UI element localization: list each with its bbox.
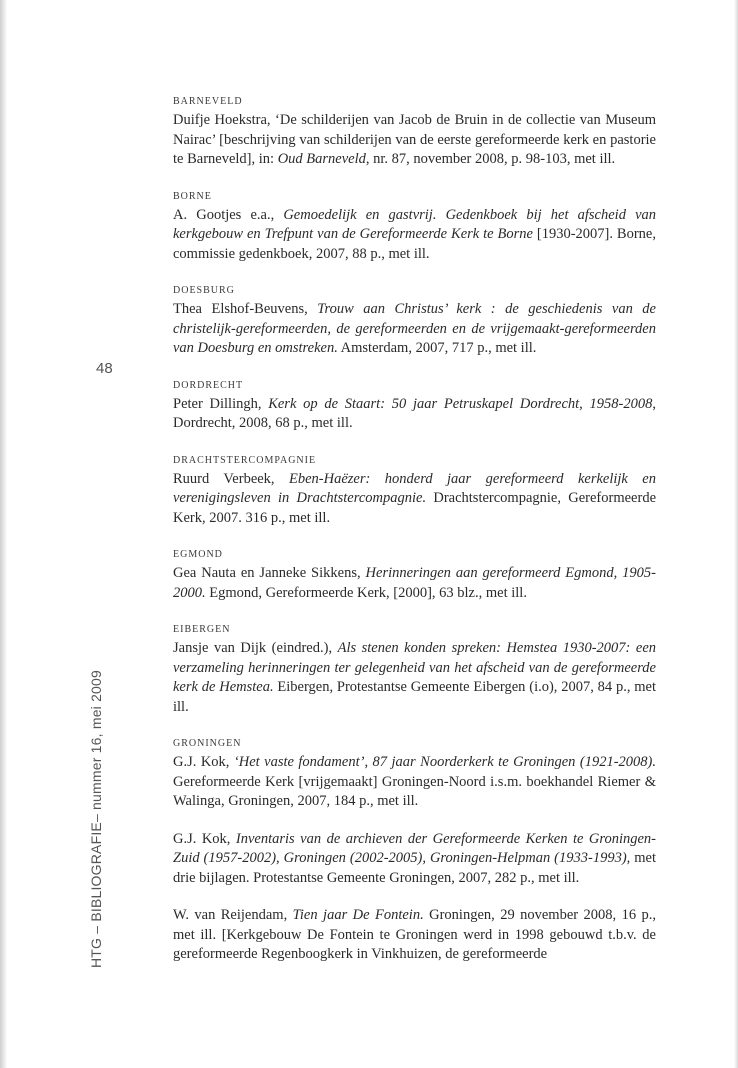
bibliography-entry: A. Gootjes e.a., Gemoedelijk en gastvrij. Gedenkboek bij het afscheid van kerkgebouw en Trefpunt van de Gereformeerde Kerk te Borne [1930-2007]. Borne, commissie gedenkboek, 2007, 88 p., met ill. (173, 206, 657, 262)
bibliography-content (173, 95, 656, 985)
page-number: 48 (96, 360, 113, 377)
bibliography-entry: Ruurd Verbeek, Eben-Haëzer: honderd jaar gereformeerd kerkelijk en verenigingsleven in Drachtstercompagnie. Drachtstercompagnie, Gereformeerde Kerk, 2007. 316 p., met ill. (173, 470, 657, 526)
bibliography-entry: Duifje Hoekstra, ‘De schilderijen van Jacob de Bruin in de collectie van Museum Nairac’ [beschrijving van schilderijen van de eerste gereformeerde kerk en pastorie te Barneveld], in: Oud Barneveld, nr. 87, november 2008, p. 98-103, met ill. (173, 112, 656, 167)
bibliography-entry: G.J. Kok, ‘Het vaste fondament’, 87 jaar Noorderkerk te Groningen (1921-2008). Gereformeerde Kerk [vrijgemaakt] Groningen-Noord i.s.m. boekhandel Riemer & Walinga, Groningen, 2007, 184 p., met ill. (173, 754, 656, 809)
entry-groningen (173, 737, 656, 965)
entry-drachtstercompagnie (173, 454, 656, 529)
entry-dordrecht (173, 379, 656, 434)
place-heading: DOESBURG (173, 285, 235, 296)
place-heading: BARNEVELD (173, 96, 243, 107)
scan-edge-left (0, 0, 7, 1068)
bibliography-entry: Jansje van Dijk (eindred.), Als stenen konden spreken: Hemstea 1930-2007: een verzameling herinneringen ter gelegenheid van het afscheid van de gereformeerde kerk de Hemstea. Eibergen, Protestantse Gemeente Eibergen (i.o), 2007, 84 p., met ill. (173, 640, 657, 715)
bibliography-entry: W. van Reijendam, Tien jaar De Fontein. Groningen, 29 november 2008, 16 p., met ill. [Kerkgebouw De Fontein te Groningen werd in 1998 gebouwd t.b.v. de gereformeerde Regenboogkerk in Vinkhuizen, de gereformeerde (173, 907, 656, 962)
place-heading: EGMOND (173, 549, 223, 560)
running-head: HTG – BIBLIOGRAFIE– nummer 16, mei 2009 (88, 669, 104, 968)
place-heading: DORDRECHT (173, 379, 244, 391)
place-heading: GRONINGEN (173, 738, 242, 749)
entry-eibergen (173, 623, 656, 717)
entry-barneveld (173, 95, 656, 170)
scan-edge-right (734, 0, 738, 1068)
place-heading: BORNE (173, 190, 212, 202)
entry-doesburg (173, 284, 656, 359)
bibliography-entry: G.J. Kok, Inventaris van de archieven der Gereformeerde Kerken te Groningen-Zuid (1957-2002), Groningen (2002-2005), Groningen-Helpman (1933-1993), met drie bijlagen. Protestantse Gemeente Groningen, 2007, 282 p., met ill. (173, 830, 656, 886)
bibliography-entry: Peter Dillingh, Kerk op de Staart: 50 jaar Petruskapel Dordrecht, 1958-2008, Dordrecht, 2008, 68 p., met ill. (173, 395, 656, 431)
bibliography-entry: Gea Nauta en Janneke Sikkens, Herinneringen aan gereformeerd Egmond, 1905-2000. Egmond, Gereformeerde Kerk, [2000], 63 blz., met ill. (173, 565, 657, 601)
entry-egmond (173, 548, 656, 603)
bibliography-entry: Thea Elshof-Beuvens, Trouw aan Christus’ kerk : de geschiedenis van de christelijk-gereformeerden, de gereformeerden en de vrijgemaakt-gereformeerden van Doesburg en omstreken. Amsterdam, 2007, 717 p., met ill. (173, 301, 656, 356)
entry-borne (173, 190, 656, 265)
place-heading: EIBERGEN (173, 624, 231, 635)
place-heading: DRACHTSTERCOMPAGNIE (173, 454, 317, 466)
